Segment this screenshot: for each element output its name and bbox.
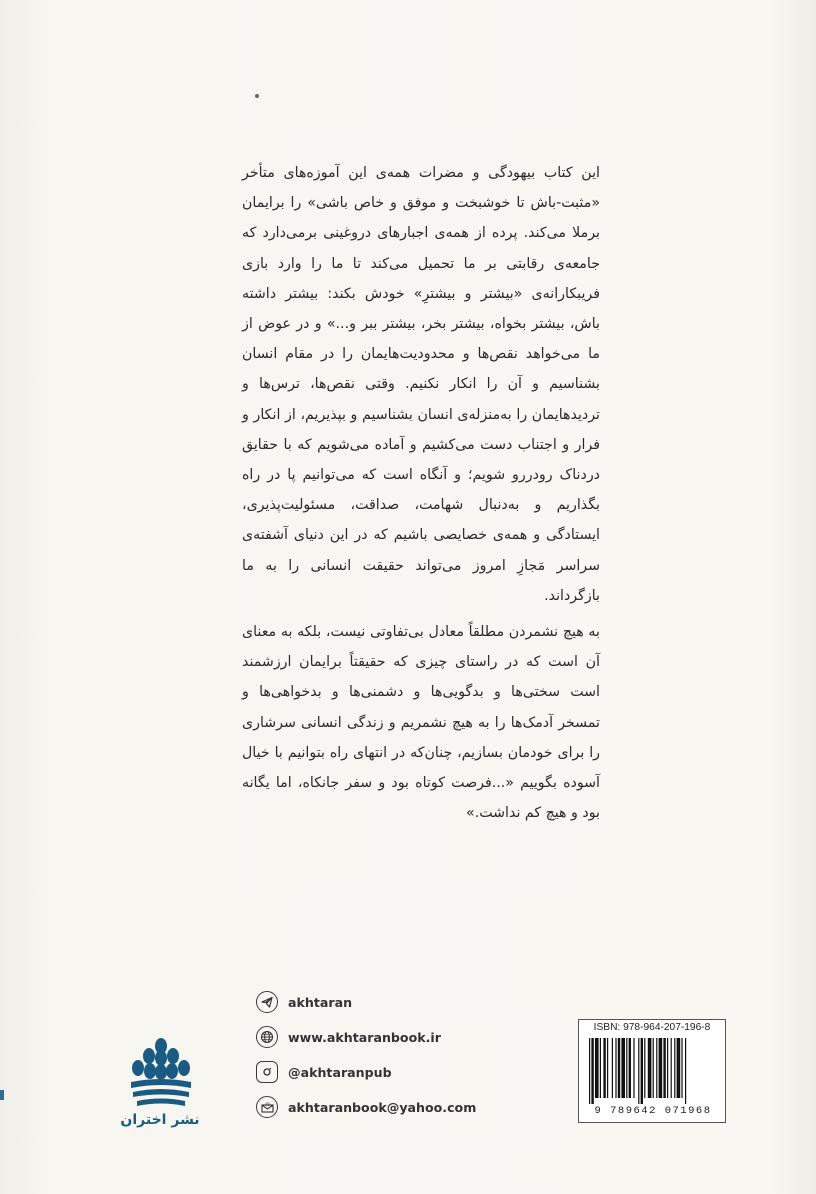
instagram-icon — [256, 1061, 278, 1083]
publisher-name: نشر اختران — [120, 1112, 200, 1128]
contact-list — [256, 990, 526, 1130]
telegram-icon — [256, 991, 278, 1013]
blurb-paragraph-2: به هیچ نشمردن مطلقاً معادل بی‌تفاوتی نیست، بلکه به معنای آن است که در راستای چیزی که حقیقتاً برایمان ارزشمند است سختی‌ها و بدگویی‌ها و دشمنی‌ها و بدخواهی‌ها و تمسخر آدمک‌ها را به هیچ نشمریم و زندگی انسانی سرشاری را برای خودمان بسازیم، چنان‌که در انتهای راه بتوانیم با خیال آسوده بگوییم «...فرصت کوتاه بود و سفر جانکاه، اما یگانه بود و هیچ کم نداشت.» — [242, 624, 600, 822]
contact-telegram — [256, 990, 526, 1014]
blurb-text — [242, 158, 600, 828]
contact-email — [256, 1095, 526, 1119]
publisher-logo — [125, 1036, 197, 1116]
svg-text:@: @ — [264, 1102, 270, 1107]
email-icon — [256, 1096, 278, 1118]
blurb-paragraph-1: این کتاب بیهودگی و مضرات همه‌ی این آموزه‌های متأخر «مثبت-باش تا خوشبخت و موفق و خاص باشی» را برایمان برملا می‌کند. پرده از همه‌ی اجبارهای دروغینی برمی‌دارد که جامعه‌ی رقابتی بر ما تحمیل می‌کند تا ما را وارد بازی فریبکارانه‌ی «بیشتر و بیشترِ» خودش بکند: بیشتر داشته باش، بیشتر بخواه، بیشتر بخر، بیشتر ببر و...» و در عوض از ما می‌خواهد نقص‌ها و محدودیت‌هایمان را در مقام انسان بشناسیم و آن را انکار نکنیم. وقتی نقص‌ها، ترس‌ها و تردیدهایمان را به‌منزله‌ی انسان بشناسیم و بپذیریم، از انکار و فرار و اجتناب دست می‌کشیم و آماده می‌شویم که با حقایق دردناک رودررو شویم؛ و آنگاه است که می‌توانیم پا در راه بگذاریم و به‌دنبال شهامت، صداقت، مسئولیت‌پذیری، ایستادگی و همه‌ی خصایصی باشیم که در این دنیای آشفته‌ی سراسر مَجازِ امروز می‌تواند حقیقت انسانی را به ما بازگرداند. — [242, 165, 600, 604]
edge-mark — [0, 1090, 4, 1100]
contact-instagram — [256, 1060, 526, 1084]
barcode-digits: 9 789642 071968 — [594, 1105, 712, 1117]
decorative-dot — [255, 94, 259, 98]
isbn-label: ISBN: 978-964-207-196-8 — [593, 1022, 711, 1033]
contact-label: akhtaran — [288, 994, 353, 1010]
globe-icon — [256, 1026, 278, 1048]
isbn-barcode — [578, 1019, 726, 1123]
contact-label: www.akhtaranbook.ir — [288, 1029, 441, 1045]
barcode-bars — [589, 1038, 717, 1104]
contact-label: @akhtaranpub — [288, 1064, 392, 1080]
contact-label: akhtaranbook@yahoo.com — [288, 1099, 477, 1115]
contact-website — [256, 1025, 526, 1049]
